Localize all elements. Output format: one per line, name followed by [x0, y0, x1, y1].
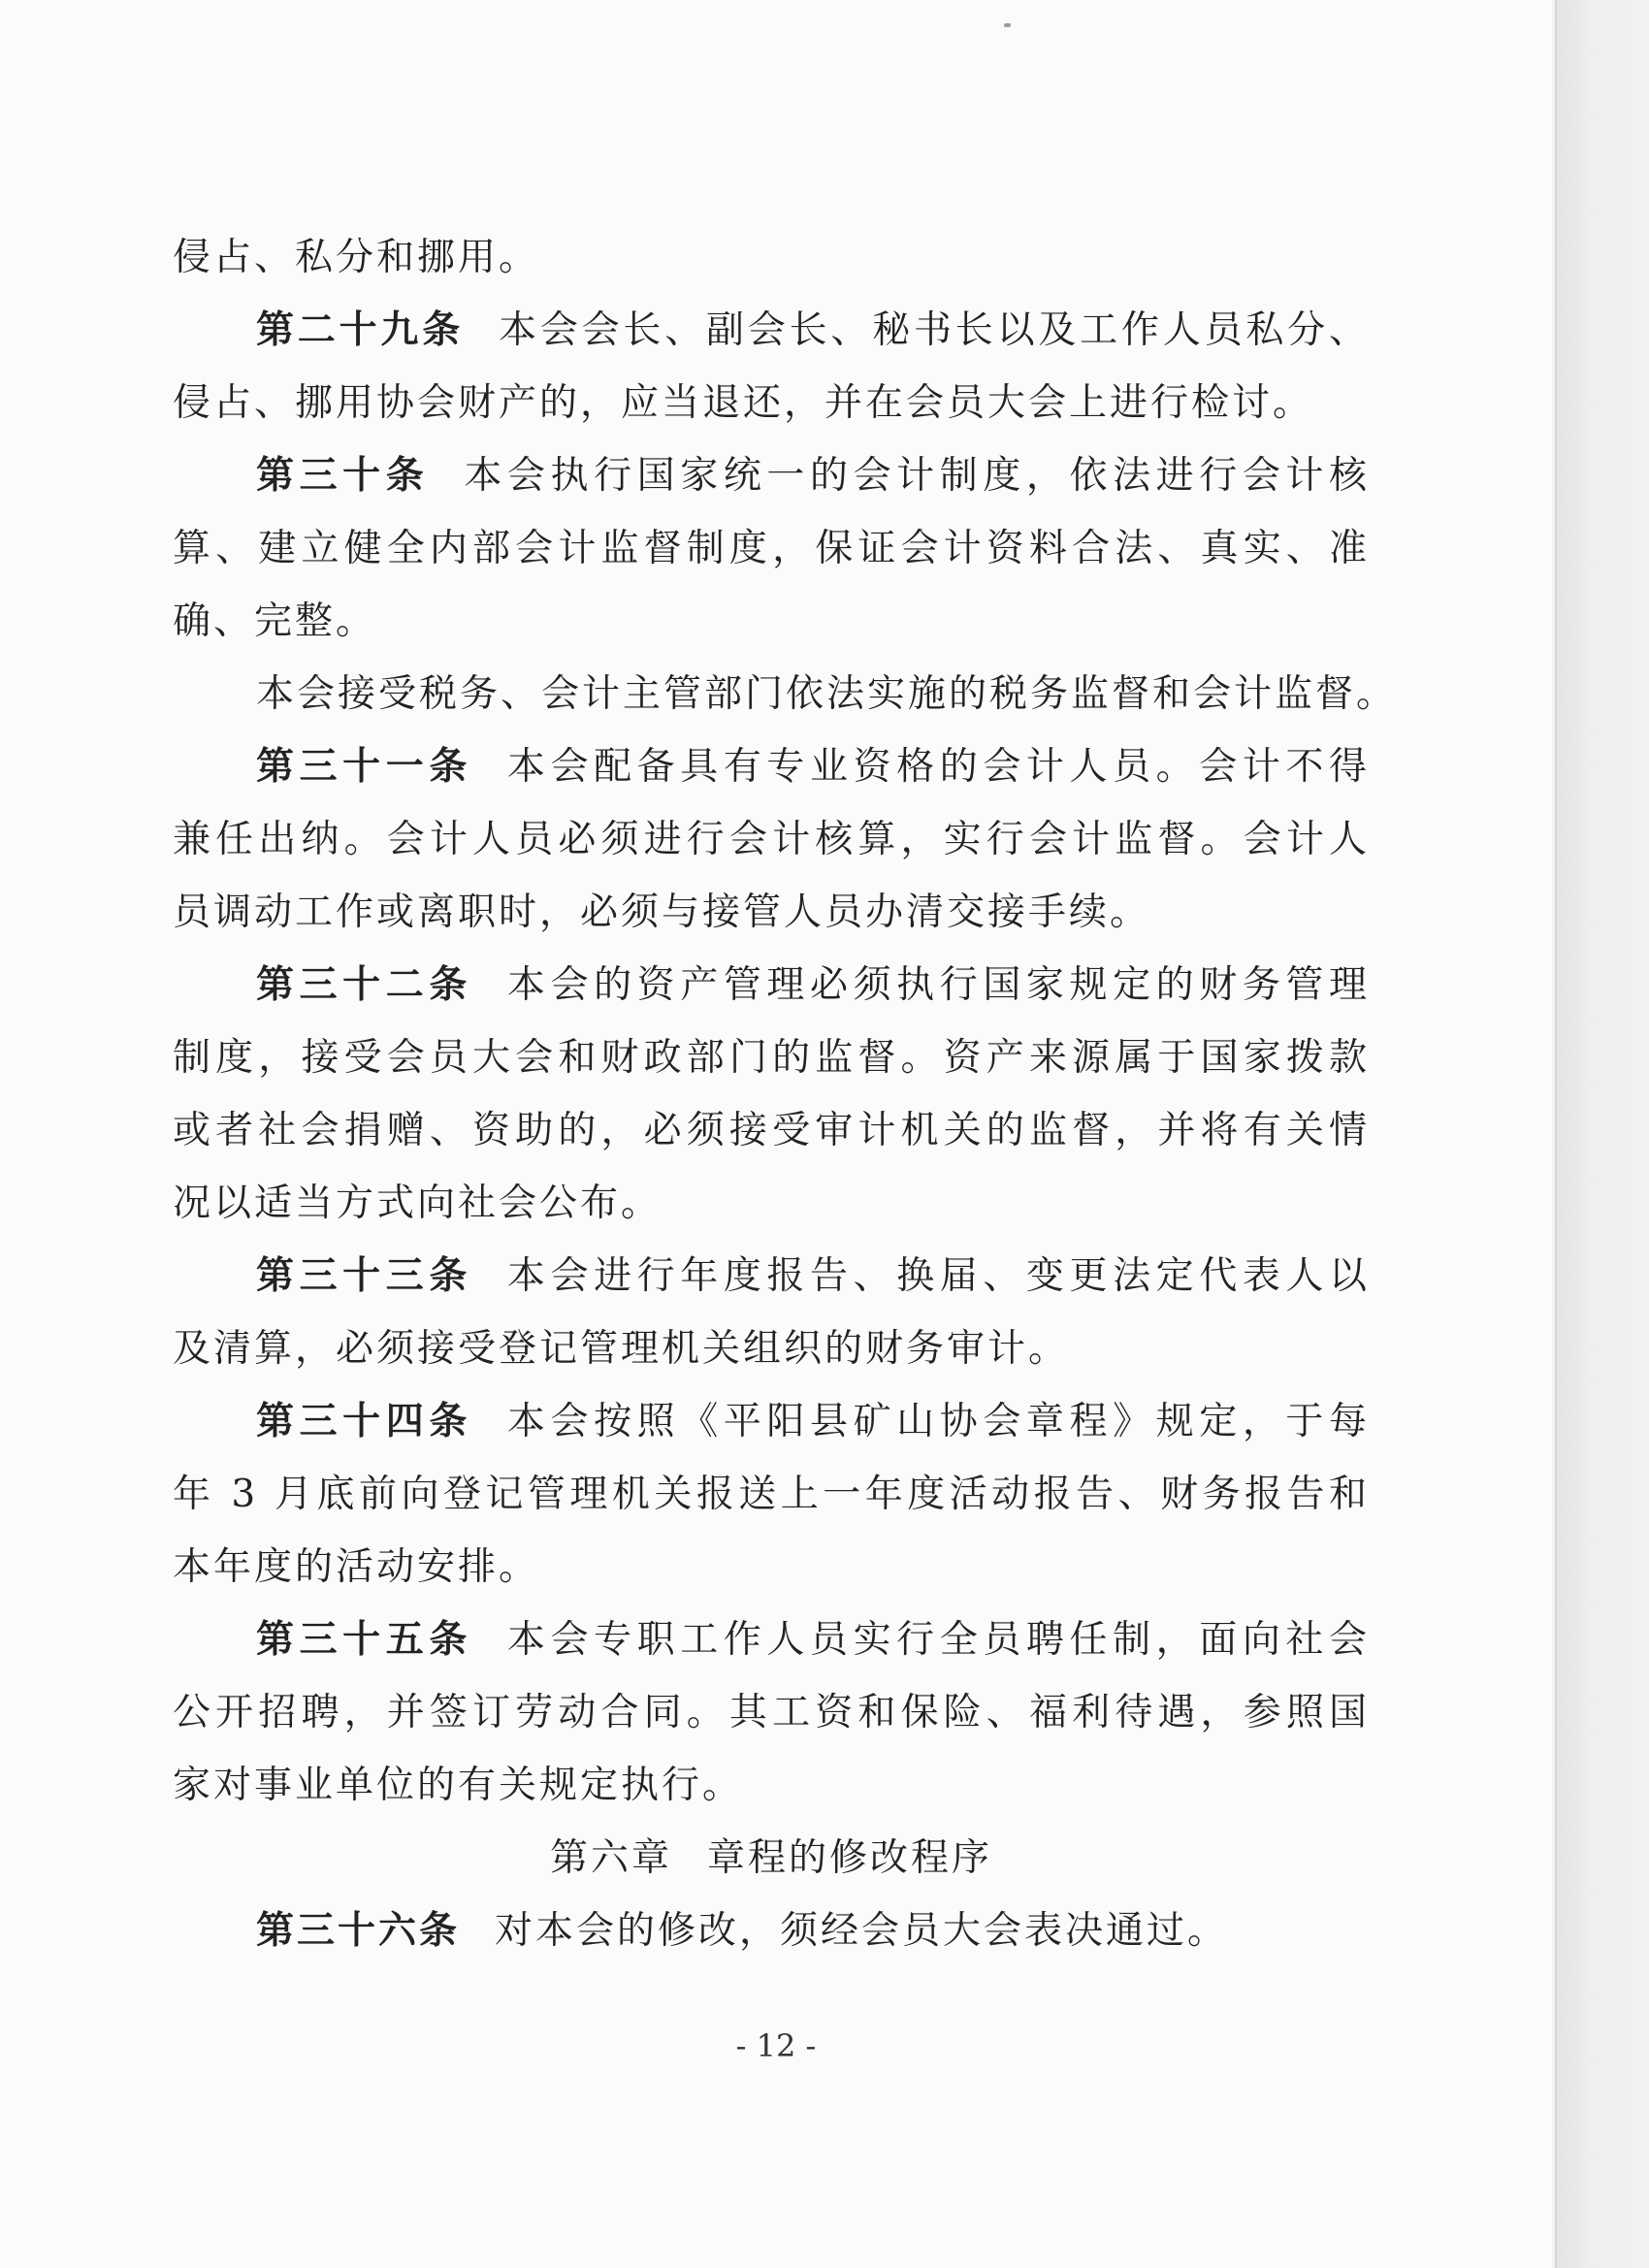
article-label: 第三十条 — [256, 454, 430, 498]
article-label: 第三十一条 — [256, 745, 472, 789]
article-line — [173, 949, 1370, 1021]
article-label: 第三十六条 — [256, 1909, 461, 1953]
text-line: 兼任出纳。会计人员必须进行会计核算，实行会计监督。会计人 — [173, 818, 1370, 861]
article-line — [173, 1385, 1370, 1458]
article-text: 本会按照《平阳县矿山协会章程》规定，于每 — [506, 1400, 1370, 1443]
article-line — [173, 1240, 1370, 1312]
scan-edge-shadow — [1555, 0, 1649, 2268]
article-text: 本会的资产管理必须执行国家规定的财务管理 — [506, 963, 1370, 1007]
text-line: 侵占、私分和挪用。 — [173, 236, 540, 279]
text-line: 员调动工作或离职时，必须与接管人员办清交接手续。 — [173, 891, 1151, 934]
page-number: - 12 - — [735, 2027, 817, 2064]
scan-speck — [1004, 23, 1011, 27]
article-label: 第二十九条 — [256, 308, 464, 352]
article-label: 第三十二条 — [256, 963, 472, 1007]
article-label: 第三十三条 — [256, 1254, 472, 1298]
article-line — [173, 730, 1370, 803]
article-text: 本会执行国家统一的会计制度，依法进行会计核 — [464, 454, 1370, 498]
article-text: 本会会长、副会长、秘书长以及工作人员私分、 — [499, 308, 1370, 352]
text-line: 确、完整。 — [173, 599, 377, 643]
article-text: 对本会的修改，须经会员大会表决通过。 — [495, 1909, 1229, 1953]
article-line — [173, 294, 1370, 367]
text-line: 或者社会捐赠、资助的，必须接受审计机关的监督，并将有关情 — [173, 1109, 1370, 1152]
document-body — [173, 221, 1398, 1967]
article-label: 第三十五条 — [256, 1618, 472, 1662]
article-text: 本会专职工作人员实行全员聘任制，面向社会 — [506, 1618, 1370, 1662]
text-line: 况以适当方式向社会公布。 — [173, 1182, 663, 1225]
article-line — [173, 1895, 1370, 1967]
article-text: 本会配备具有专业资格的会计人员。会计不得 — [506, 745, 1370, 789]
article-text: 本会进行年度报告、换届、变更法定代表人以 — [506, 1254, 1370, 1298]
text-line: 本年度的活动安排。 — [173, 1545, 540, 1589]
text-line: 年 3 月底前向登记管理机关报送上一年度活动报告、财务报告和 — [173, 1473, 1370, 1516]
article-line — [173, 439, 1370, 512]
article-line — [173, 1604, 1370, 1676]
chapter-heading — [173, 1822, 1370, 1895]
text-line: 侵占、挪用协会财产的，应当退还，并在会员大会上进行检讨。 — [173, 381, 1314, 425]
text-line: 公开招聘，并签订劳动合同。其工资和保险、福利待遇，参照国 — [173, 1691, 1370, 1734]
text-line: 家对事业单位的有关规定执行。 — [173, 1764, 744, 1807]
text-line: 及清算，必须接受登记管理机关组织的财务审计。 — [173, 1327, 1070, 1371]
chapter-title: 章程的修改程序 — [707, 1836, 993, 1880]
paragraph-line: 本会接受税务、会计主管部门依法实施的税务监督和会计监督。 — [256, 672, 1398, 716]
chapter-number: 第六章 — [549, 1836, 672, 1880]
text-line: 算、建立健全内部会计监督制度，保证会计资料合法、真实、准 — [173, 527, 1370, 570]
text-line: 制度，接受会员大会和财政部门的监督。资产来源属于国家拨款 — [173, 1036, 1370, 1080]
article-label: 第三十四条 — [256, 1400, 472, 1443]
